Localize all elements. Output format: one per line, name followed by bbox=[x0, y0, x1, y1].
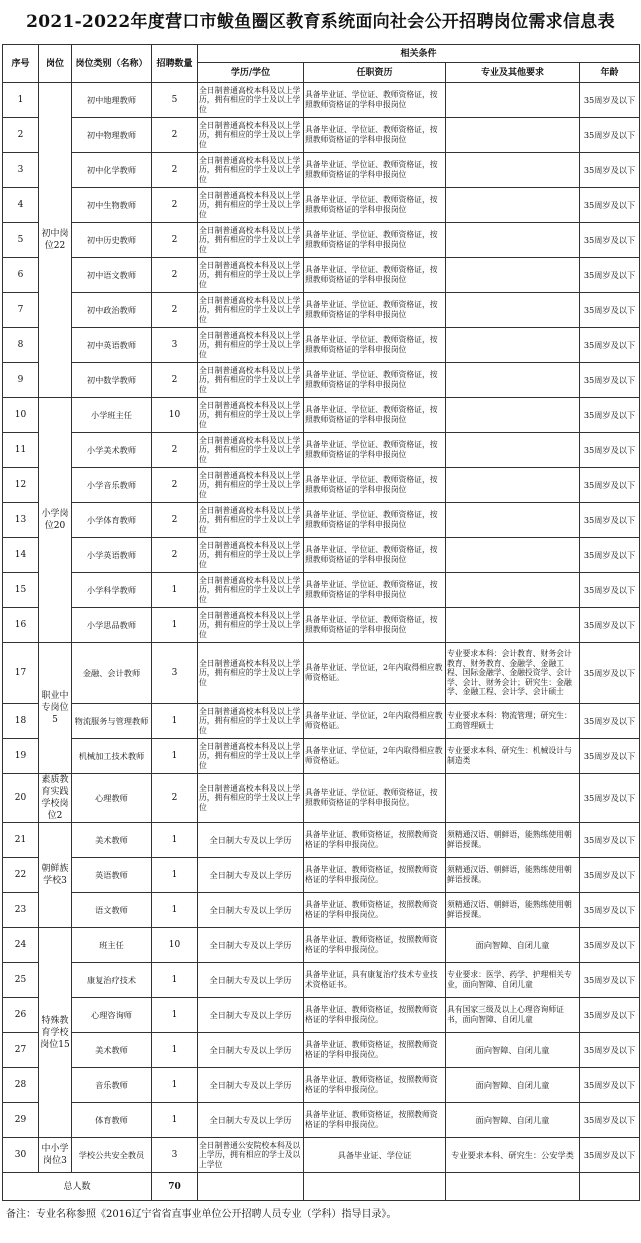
row-count: 2 bbox=[152, 774, 198, 823]
row-count: 1 bbox=[152, 998, 198, 1033]
row-qual: 具备毕业证、教师资格证，按照教师资格证的学科申报岗位。 bbox=[304, 928, 446, 963]
row-count: 1 bbox=[152, 963, 198, 998]
table-row bbox=[3, 83, 640, 118]
table-row bbox=[3, 1103, 640, 1138]
table-row bbox=[3, 823, 640, 858]
row-major: 须精通汉语、朝鲜语，能熟练使用朝鲜语授课。 bbox=[446, 823, 580, 858]
table-row bbox=[3, 928, 640, 963]
row-age: 35周岁及以下 bbox=[580, 363, 640, 398]
row-name: 小学班主任 bbox=[72, 398, 152, 433]
row-age: 35周岁及以下 bbox=[580, 188, 640, 223]
row-no: 14 bbox=[3, 538, 39, 573]
row-qual: 具备毕业证、学位证，2年内取得相应教师资格证。 bbox=[304, 704, 446, 739]
row-age: 35周岁及以下 bbox=[580, 1068, 640, 1103]
header-age: 年龄 bbox=[580, 63, 640, 83]
row-major bbox=[446, 223, 580, 258]
row-qual: 具备毕业证、教师资格证，按照教师资格证的学科申报岗位。 bbox=[304, 1103, 446, 1138]
row-no: 9 bbox=[3, 363, 39, 398]
row-age: 35周岁及以下 bbox=[580, 433, 640, 468]
row-edu: 全日制普通高校本科及以上学历，拥有相应的学士及以上学位 bbox=[198, 643, 304, 704]
row-no: 15 bbox=[3, 573, 39, 608]
header-qual: 任职资历 bbox=[304, 63, 446, 83]
row-name: 音乐教师 bbox=[72, 1068, 152, 1103]
row-edu: 全日制大专及以上学历 bbox=[198, 1068, 304, 1103]
row-name: 初中地理教师 bbox=[72, 83, 152, 118]
row-major bbox=[446, 83, 580, 118]
row-major: 专业要求本科：会计教育、财务会计教育、财务教育、金融学、金融工程、国际金融学、金融投资学、会计学、会计、财务会计；研究生：金融学、金融工程、会计学、会计硕士 bbox=[446, 643, 580, 704]
row-name: 体育教师 bbox=[72, 1103, 152, 1138]
row-major bbox=[446, 118, 580, 153]
row-no: 16 bbox=[3, 608, 39, 643]
row-edu: 全日制普通高校本科及以上学历，拥有相应的学士及以上学位 bbox=[198, 774, 304, 823]
row-qual: 具备毕业证、学位证、教师资格证，按照教师资格证的学科申报岗位 bbox=[304, 328, 446, 363]
table-row bbox=[3, 643, 640, 704]
row-no: 13 bbox=[3, 503, 39, 538]
row-edu: 全日制普通高校本科及以上学历，拥有相应的学士及以上学位 bbox=[198, 293, 304, 328]
row-age: 35周岁及以下 bbox=[580, 1103, 640, 1138]
row-edu: 全日制普通高校本科及以上学历，拥有相应的学士及以上学位 bbox=[198, 608, 304, 643]
row-name: 美术教师 bbox=[72, 1033, 152, 1068]
table-row bbox=[3, 328, 640, 363]
row-count: 2 bbox=[152, 538, 198, 573]
row-age: 35周岁及以下 bbox=[580, 398, 640, 433]
row-qual: 具备毕业证、学位证、教师资格证，按照教师资格证的学科申报岗位 bbox=[304, 503, 446, 538]
row-edu: 全日制大专及以上学历 bbox=[198, 858, 304, 893]
header-major: 专业及其他要求 bbox=[446, 63, 580, 83]
row-count: 1 bbox=[152, 1103, 198, 1138]
row-qual: 具备毕业证、教师资格证，按照教师资格证的学科申报岗位。 bbox=[304, 823, 446, 858]
row-qual: 具备毕业证、学位证、教师资格证，按照教师资格证的学科申报岗位 bbox=[304, 363, 446, 398]
table-row bbox=[3, 258, 640, 293]
row-name: 金融、会计教师 bbox=[72, 643, 152, 704]
row-no: 25 bbox=[3, 963, 39, 998]
row-major bbox=[446, 188, 580, 223]
row-qual: 具备毕业证、学位证、教师资格证，按照教师资格证的学科申报岗位 bbox=[304, 258, 446, 293]
row-age: 35周岁及以下 bbox=[580, 739, 640, 774]
row-qual: 具备毕业证、学位证 bbox=[304, 1138, 446, 1173]
row-edu: 全日制大专及以上学历 bbox=[198, 893, 304, 928]
table-row bbox=[3, 293, 640, 328]
table-row bbox=[3, 739, 640, 774]
row-count: 2 bbox=[152, 503, 198, 538]
total-label: 总人数 bbox=[3, 1173, 152, 1201]
row-major: 专业要求本科：物流管理；研究生：工商管理硕士 bbox=[446, 704, 580, 739]
row-name: 心理咨询师 bbox=[72, 998, 152, 1033]
row-name: 初中物理教师 bbox=[72, 118, 152, 153]
row-name: 初中政治教师 bbox=[72, 293, 152, 328]
footnote: 备注：专业名称参照《2016辽宁省省直事业单位公开招聘人员专业（学科）指导目录》。 bbox=[6, 1209, 397, 1220]
row-qual: 具备毕业证、学位证、教师资格证，按照教师资格证的学科申报岗位 bbox=[304, 83, 446, 118]
row-name: 美术教师 bbox=[72, 823, 152, 858]
row-edu: 全日制普通高校本科及以上学历，拥有相应的学士及以上学位 bbox=[198, 363, 304, 398]
row-major bbox=[446, 258, 580, 293]
row-major: 专业要求本科、研究生：公安学类 bbox=[446, 1138, 580, 1173]
total-value: 70 bbox=[152, 1173, 198, 1201]
row-age: 35周岁及以下 bbox=[580, 153, 640, 188]
row-age: 35周岁及以下 bbox=[580, 893, 640, 928]
row-edu: 全日制普通高校本科及以上学历，拥有相应的学士及以上学位 bbox=[198, 328, 304, 363]
row-edu: 全日制普通高校本科及以上学历，拥有相应的学士及以上学位 bbox=[198, 398, 304, 433]
row-qual: 具备毕业证、学位证、教师资格证，按照教师资格证的学科申报岗位 bbox=[304, 433, 446, 468]
table-row bbox=[3, 774, 640, 823]
row-qual: 具备毕业证、学位证、教师资格证，按照教师资格证的学科申报岗位。 bbox=[304, 774, 446, 823]
row-no: 29 bbox=[3, 1103, 39, 1138]
row-major bbox=[446, 433, 580, 468]
row-qual: 具备毕业证、学位证、教师资格证，按照教师资格证的学科申报岗位 bbox=[304, 468, 446, 503]
row-name: 初中英语教师 bbox=[72, 328, 152, 363]
row-major bbox=[446, 774, 580, 823]
row-no: 7 bbox=[3, 293, 39, 328]
row-age: 35周岁及以下 bbox=[580, 538, 640, 573]
row-name: 初中化学教师 bbox=[72, 153, 152, 188]
table-row bbox=[3, 608, 640, 643]
row-major bbox=[446, 293, 580, 328]
row-age: 35周岁及以下 bbox=[580, 468, 640, 503]
row-count: 2 bbox=[152, 223, 198, 258]
row-edu: 全日制普通高校本科及以上学历，拥有相应的学士及以上学位 bbox=[198, 118, 304, 153]
row-major bbox=[446, 328, 580, 363]
row-qual: 具备毕业证、学位证，2年内取得相应教师资格证。 bbox=[304, 643, 446, 704]
row-age: 35周岁及以下 bbox=[580, 774, 640, 823]
table-row bbox=[3, 1138, 640, 1173]
header-count: 招聘数量 bbox=[152, 45, 198, 83]
row-no: 23 bbox=[3, 893, 39, 928]
group-korean: 朝鲜族学校3 bbox=[39, 823, 72, 928]
group-junior: 初中岗位22 bbox=[39, 83, 72, 398]
row-qual: 具备毕业证、学位证、教师资格证，按照教师资格证的学科申报岗位 bbox=[304, 608, 446, 643]
row-name: 心理教师 bbox=[72, 774, 152, 823]
row-count: 3 bbox=[152, 643, 198, 704]
row-no: 22 bbox=[3, 858, 39, 893]
row-age: 35周岁及以下 bbox=[580, 608, 640, 643]
row-edu: 全日制普通公安院校本科及以上学历，拥有相应的学士及以上学位 bbox=[198, 1138, 304, 1173]
row-edu: 全日制大专及以上学历 bbox=[198, 823, 304, 858]
row-count: 2 bbox=[152, 433, 198, 468]
row-qual: 具备毕业证、学位证、教师资格证，按照教师资格证的学科申报岗位 bbox=[304, 538, 446, 573]
group-primary: 小学岗位20 bbox=[39, 398, 72, 643]
row-edu: 全日制普通高校本科及以上学历，拥有相应的学士及以上学位 bbox=[198, 433, 304, 468]
row-count: 1 bbox=[152, 608, 198, 643]
row-age: 35周岁及以下 bbox=[580, 823, 640, 858]
row-qual: 具备毕业证、教师资格证，按照教师资格证的学科申报岗位。 bbox=[304, 1033, 446, 1068]
row-count: 5 bbox=[152, 83, 198, 118]
row-qual: 具备毕业证，具有康复治疗技术专业技术资格证书。 bbox=[304, 963, 446, 998]
row-no: 8 bbox=[3, 328, 39, 363]
row-name: 初中数学教师 bbox=[72, 363, 152, 398]
table-row bbox=[3, 1068, 640, 1103]
row-qual: 具备毕业证、学位证，2年内取得相应教师资格证。 bbox=[304, 739, 446, 774]
row-count: 2 bbox=[152, 118, 198, 153]
row-age: 35周岁及以下 bbox=[580, 83, 640, 118]
header-edu: 学历/学位 bbox=[198, 63, 304, 83]
row-count: 2 bbox=[152, 363, 198, 398]
row-name: 小学体育教师 bbox=[72, 503, 152, 538]
row-major: 专业要求本科、研究生：机械设计与制造类 bbox=[446, 739, 580, 774]
table-row bbox=[3, 223, 640, 258]
row-count: 2 bbox=[152, 468, 198, 503]
row-qual: 具备毕业证、学位证、教师资格证，按照教师资格证的学科申报岗位 bbox=[304, 118, 446, 153]
row-count: 10 bbox=[152, 398, 198, 433]
table-row bbox=[3, 188, 640, 223]
recruitment-table bbox=[2, 44, 640, 1201]
row-major: 面向智障、自闭儿童 bbox=[446, 928, 580, 963]
row-edu: 全日制大专及以上学历 bbox=[198, 998, 304, 1033]
row-major bbox=[446, 398, 580, 433]
row-edu: 全日制普通高校本科及以上学历，拥有相应的学士及以上学位 bbox=[198, 739, 304, 774]
row-age: 35周岁及以下 bbox=[580, 503, 640, 538]
row-age: 35周岁及以下 bbox=[580, 928, 640, 963]
table-row bbox=[3, 998, 640, 1033]
row-name: 初中历史教师 bbox=[72, 223, 152, 258]
row-edu: 全日制普通高校本科及以上学历，拥有相应的学士及以上学位 bbox=[198, 153, 304, 188]
row-edu: 全日制普通高校本科及以上学历，拥有相应的学士及以上学位 bbox=[198, 503, 304, 538]
row-major bbox=[446, 468, 580, 503]
row-major bbox=[446, 503, 580, 538]
row-count: 10 bbox=[152, 928, 198, 963]
row-major: 须精通汉语、朝鲜语，能熟练使用朝鲜语授课。 bbox=[446, 858, 580, 893]
row-name: 小学科学教师 bbox=[72, 573, 152, 608]
table-row bbox=[3, 704, 640, 739]
row-qual: 具备毕业证、学位证、教师资格证，按照教师资格证的学科申报岗位 bbox=[304, 293, 446, 328]
table-row bbox=[3, 398, 640, 433]
row-count: 1 bbox=[152, 823, 198, 858]
row-no: 28 bbox=[3, 1068, 39, 1103]
row-major: 具有国家三级及以上心理咨询师证书，面向智障、自闭儿童 bbox=[446, 998, 580, 1033]
row-qual: 具备毕业证、教师资格证，按照教师资格证的学科申报岗位。 bbox=[304, 1068, 446, 1103]
row-count: 2 bbox=[152, 293, 198, 328]
group-special: 特殊教育学校岗位15 bbox=[39, 928, 72, 1138]
header-conditions: 相关条件 bbox=[198, 45, 640, 63]
row-major: 须精通汉语、朝鲜语，能熟练使用朝鲜语授课。 bbox=[446, 893, 580, 928]
row-qual: 具备毕业证、教师资格证，按照教师资格证的学科申报岗位。 bbox=[304, 858, 446, 893]
row-no: 21 bbox=[3, 823, 39, 858]
row-age: 35周岁及以下 bbox=[580, 858, 640, 893]
row-name: 康复治疗技术 bbox=[72, 963, 152, 998]
row-age: 35周岁及以下 bbox=[580, 1138, 640, 1173]
row-edu: 全日制普通高校本科及以上学历，拥有相应的学士及以上学位 bbox=[198, 223, 304, 258]
row-edu: 全日制普通高校本科及以上学历，拥有相应的学士及以上学位 bbox=[198, 188, 304, 223]
row-count: 1 bbox=[152, 739, 198, 774]
row-no: 18 bbox=[3, 704, 39, 739]
row-edu: 全日制大专及以上学历 bbox=[198, 1103, 304, 1138]
row-count: 2 bbox=[152, 153, 198, 188]
total-row bbox=[3, 1173, 640, 1201]
row-count: 1 bbox=[152, 893, 198, 928]
row-name: 小学美术教师 bbox=[72, 433, 152, 468]
table-row bbox=[3, 433, 640, 468]
row-no: 3 bbox=[3, 153, 39, 188]
row-edu: 全日制普通高校本科及以上学历，拥有相应的学士及以上学位 bbox=[198, 468, 304, 503]
row-edu: 全日制普通高校本科及以上学历，拥有相应的学士及以上学位 bbox=[198, 83, 304, 118]
row-count: 1 bbox=[152, 858, 198, 893]
row-qual: 具备毕业证、学位证、教师资格证，按照教师资格证的学科申报岗位 bbox=[304, 398, 446, 433]
group-vocational: 职业中专岗位5 bbox=[39, 643, 72, 774]
row-major bbox=[446, 573, 580, 608]
row-major bbox=[446, 363, 580, 398]
row-no: 1 bbox=[3, 83, 39, 118]
row-edu: 全日制普通高校本科及以上学历，拥有相应的学士及以上学位 bbox=[198, 573, 304, 608]
row-count: 1 bbox=[152, 704, 198, 739]
row-major: 面向智障、自闭儿童 bbox=[446, 1068, 580, 1103]
row-no: 26 bbox=[3, 998, 39, 1033]
row-age: 35周岁及以下 bbox=[580, 963, 640, 998]
row-name: 学校公共安全教员 bbox=[72, 1138, 152, 1173]
row-age: 35周岁及以下 bbox=[580, 328, 640, 363]
row-name: 班主任 bbox=[72, 928, 152, 963]
row-age: 35周岁及以下 bbox=[580, 223, 640, 258]
table-row bbox=[3, 468, 640, 503]
row-qual: 具备毕业证、教师资格证，按照教师资格证的学科申报岗位。 bbox=[304, 893, 446, 928]
page-title: 2021-2022年度营口市鲅鱼圈区教育系统面向社会公开招聘岗位需求信息表 bbox=[26, 12, 615, 32]
row-age: 35周岁及以下 bbox=[580, 118, 640, 153]
table-row bbox=[3, 1033, 640, 1068]
row-no: 11 bbox=[3, 433, 39, 468]
row-edu: 全日制普通高校本科及以上学历，拥有相应的学士及以上学位 bbox=[198, 538, 304, 573]
row-name: 物流服务与管理教师 bbox=[72, 704, 152, 739]
row-name: 小学英语教师 bbox=[72, 538, 152, 573]
group-school: 中小学岗位3 bbox=[39, 1138, 72, 1173]
row-no: 10 bbox=[3, 398, 39, 433]
row-major: 专业要求：医学、药学、护理相关专业，面向智障、自闭儿童 bbox=[446, 963, 580, 998]
row-major: 面向智障、自闭儿童 bbox=[446, 1033, 580, 1068]
row-name: 语文教师 bbox=[72, 893, 152, 928]
row-no: 12 bbox=[3, 468, 39, 503]
row-no: 27 bbox=[3, 1033, 39, 1068]
row-count: 1 bbox=[152, 573, 198, 608]
row-name: 机械加工技术教师 bbox=[72, 739, 152, 774]
table-row bbox=[3, 963, 640, 998]
row-qual: 具备毕业证、学位证、教师资格证，按照教师资格证的学科申报岗位 bbox=[304, 573, 446, 608]
row-count: 1 bbox=[152, 1033, 198, 1068]
row-no: 30 bbox=[3, 1138, 39, 1173]
table-row bbox=[3, 118, 640, 153]
header-post: 岗位 bbox=[39, 45, 72, 83]
row-age: 35周岁及以下 bbox=[580, 573, 640, 608]
row-no: 24 bbox=[3, 928, 39, 963]
row-qual: 具备毕业证、学位证、教师资格证，按照教师资格证的学科申报岗位 bbox=[304, 223, 446, 258]
header-no: 序号 bbox=[3, 45, 39, 83]
row-no: 17 bbox=[3, 643, 39, 704]
row-qual: 具备毕业证、学位证、教师资格证，按照教师资格证的学科申报岗位 bbox=[304, 188, 446, 223]
table-row bbox=[3, 893, 640, 928]
row-count: 3 bbox=[152, 328, 198, 363]
row-edu: 全日制普通高校本科及以上学历，拥有相应的学士及以上学位 bbox=[198, 258, 304, 293]
row-age: 35周岁及以下 bbox=[580, 1033, 640, 1068]
row-age: 35周岁及以下 bbox=[580, 643, 640, 704]
row-major: 面向智障、自闭儿童 bbox=[446, 1103, 580, 1138]
row-name: 小学音乐教师 bbox=[72, 468, 152, 503]
row-major bbox=[446, 538, 580, 573]
group-practice: 素质教育实践学校岗位2 bbox=[39, 774, 72, 823]
row-no: 19 bbox=[3, 739, 39, 774]
header-category: 岗位类别（名称） bbox=[72, 45, 152, 83]
table-row bbox=[3, 573, 640, 608]
row-no: 2 bbox=[3, 118, 39, 153]
row-edu: 全日制大专及以上学历 bbox=[198, 928, 304, 963]
table-row bbox=[3, 503, 640, 538]
row-age: 35周岁及以下 bbox=[580, 258, 640, 293]
row-major bbox=[446, 153, 580, 188]
table-row bbox=[3, 858, 640, 893]
row-major bbox=[446, 608, 580, 643]
row-no: 4 bbox=[3, 188, 39, 223]
row-name: 英语教师 bbox=[72, 858, 152, 893]
table-row bbox=[3, 153, 640, 188]
row-no: 20 bbox=[3, 774, 39, 823]
row-edu: 全日制普通高校本科及以上学历，拥有相应的学士及以上学位 bbox=[198, 704, 304, 739]
row-no: 6 bbox=[3, 258, 39, 293]
row-count: 3 bbox=[152, 1138, 198, 1173]
row-name: 初中生物教师 bbox=[72, 188, 152, 223]
row-age: 35周岁及以下 bbox=[580, 293, 640, 328]
row-no: 5 bbox=[3, 223, 39, 258]
row-qual: 具备毕业证、学位证、教师资格证，按照教师资格证的学科申报岗位 bbox=[304, 153, 446, 188]
row-edu: 全日制大专及以上学历 bbox=[198, 1033, 304, 1068]
table-row bbox=[3, 363, 640, 398]
row-count: 2 bbox=[152, 258, 198, 293]
row-name: 初中语文教师 bbox=[72, 258, 152, 293]
row-name: 小学思品教师 bbox=[72, 608, 152, 643]
row-age: 35周岁及以下 bbox=[580, 998, 640, 1033]
table-row bbox=[3, 538, 640, 573]
row-count: 1 bbox=[152, 1068, 198, 1103]
row-age: 35周岁及以下 bbox=[580, 704, 640, 739]
row-qual: 具备毕业证、教师资格证，按照教师资格证的学科申报岗位。 bbox=[304, 998, 446, 1033]
row-count: 2 bbox=[152, 188, 198, 223]
row-edu: 全日制大专及以上学历 bbox=[198, 963, 304, 998]
